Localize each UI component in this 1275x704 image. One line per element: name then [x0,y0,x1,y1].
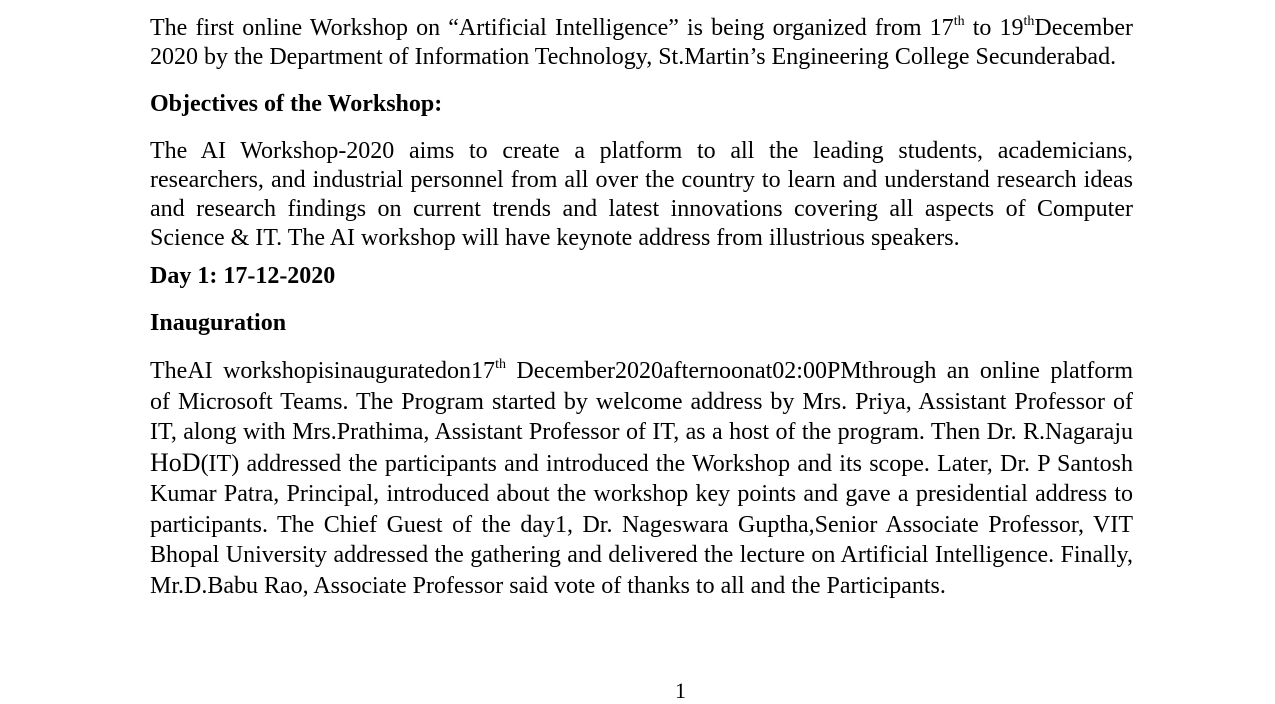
page-number: 1 [675,678,686,703]
inauguration-heading: Inauguration [150,310,287,336]
document-page [150,14,1133,601]
objectives-paragraph: The AI Workshop-2020 aims to create a platform to all the leading students, academicians, researchers, and industrial personnel from all over the country to learn and understand research ideas and research findings on current trends and latest innovations covering all aspects of Computer Science & IT. The AI workshop will have keynote address from illustrious speakers. [150,138,1133,251]
objectives-heading: Objectives of the Workshop: [150,91,443,117]
inauguration-text-c: (IT) addressed the participants and introduced the Workshop and its scope. Later, Dr. P Santosh Kumar Patra, Principal, introduced about the workshop key points and gave a presidential address to participants. The Chief Guest of the day1, Dr. Nageswara Guptha,Senior Associate Professor, VIT Bhopal University addressed the gathering and delivered the lecture on Artificial Intelligence. Finally, Mr.D.Babu Rao, Associate Professor said vote of thanks to all and the Participants. [150,450,1133,599]
inauguration-text-a: TheAI workshopisinauguratedon17 [150,358,496,384]
ordinal-suffix: th [953,14,965,29]
intro-paragraph [150,14,1133,72]
inauguration-paragraph [150,356,1133,601]
intro-text-a: The first online Workshop on “Artificial Intelligence” is being organized from 17 [150,15,954,41]
intro-text-c: December 2020 by the Department of Information Technology, St.Martin’s Engineering College Secunderabad. [150,15,1133,70]
intro-text-b: to 19 [964,15,1024,41]
inauguration-text-b: December2020afternoonat02:00PMthrough an online platform of Microsoft Teams. The Program started by welcome address by Mrs. Priya, Assistant Professor of IT, along with Mrs.Prathima, Assistant Professor of IT, as a host of the program. Then Dr. R.Nagaraju [150,358,1133,445]
ordinal-suffix: th [1023,14,1035,29]
hod-text: HoD [150,447,201,477]
day-heading: Day 1: 17-12-2020 [150,263,336,289]
ordinal-suffix: th [495,357,506,372]
